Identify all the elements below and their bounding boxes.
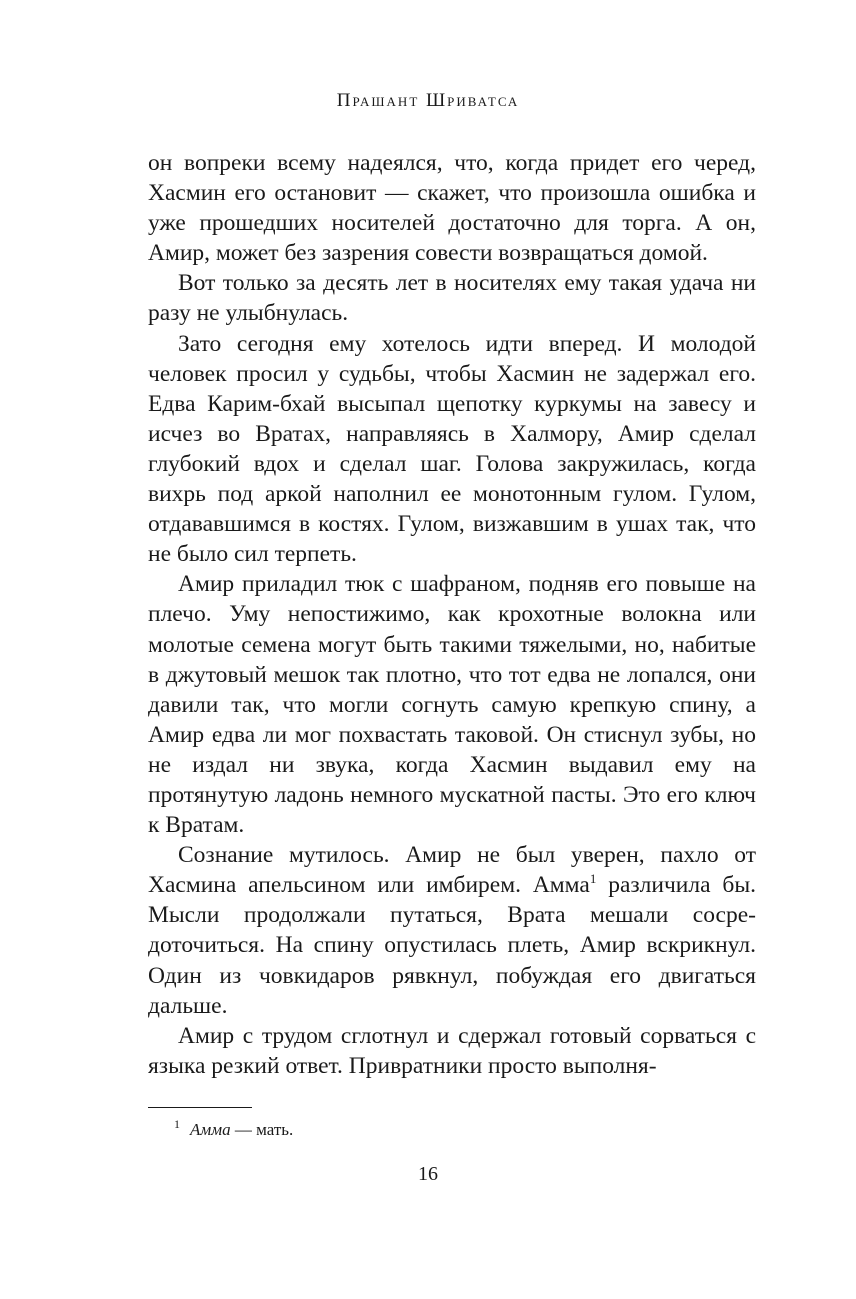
footnote [174, 1118, 293, 1142]
paragraph-5 [148, 840, 756, 1021]
page-number: 16 [418, 1163, 438, 1185]
paragraph-5-part-2: различила бы. Мысли продолжали путаться, Врата мешали сосредоточиться. На спину опустилась плеть, Амир вскрикнул. Один из човкидаров рявкнул, побуждая его двигаться дальше. [148, 872, 756, 1019]
running-header: Прашант Шриватса [336, 90, 520, 111]
paragraph-3: Зато сегодня ему хотелось идти вперед. И молодой человек просил у судьбы, чтобы Хасмин не задержал его. Едва Карим-бхай высыпал щепотку куркумы на завесу и исчез во Вратах, направляясь в Халмору, Амир сделал глубокий вдох и сделал шаг. Голова закружилась, когда вихрь под аркой наполнил ее монотонным гулом. Гулом, отдававшимся в костях. Гулом, визжавшим в ушах так, что не было сил терпеть. [148, 330, 756, 568]
paragraph-4: Амир приладил тюк с шафраном, подняв его повыше на плечо. Уму непостижимо, как крохотные волокна или молотые семена могут быть такими тяжелыми, но, набитые в джутовый мешок так плотно, что тот едва не лопался, они давили так, что могли согнуть самую крепкую спину, а Амир едва ли мог похвастать таковой. Он стиснул зубы, но не издал ни звука, когда Хасмин выдавил ему на протянутую ладонь немного мускатной пасты. Это его ключ к Вратам. [148, 571, 756, 839]
paragraph-5-part-1: Сознание мутилось. Амир не был уверен, пахло от Хасмина апельсином или имбирем. Амма [148, 842, 756, 899]
paragraph-6: Амир с трудом сглотнул и сдержал готовый сорваться с языка резкий ответ. Привратники просто выполня- [148, 1022, 756, 1079]
footnote-reference[interactable]: 1 [589, 871, 597, 887]
footnote-definition: — мать. [230, 1120, 294, 1139]
footnote-mark: 1 [174, 1117, 180, 1132]
main-text [148, 148, 756, 1081]
footnote-divider [148, 1107, 252, 1108]
paragraph-1: он вопреки всему надеялся, что, когда придет его черед, Хасмин его остановит — скажет, что произошла ошибка и уже прошедших носителей достаточно для торга. А он, Амир, может без зазрения совести возвращаться домой. [148, 150, 756, 267]
footnote-term: Амма [190, 1120, 231, 1139]
paragraph-2: Вот только за десять лет в носителях ему такая удача ни разу не улыбнулась. [148, 270, 756, 327]
